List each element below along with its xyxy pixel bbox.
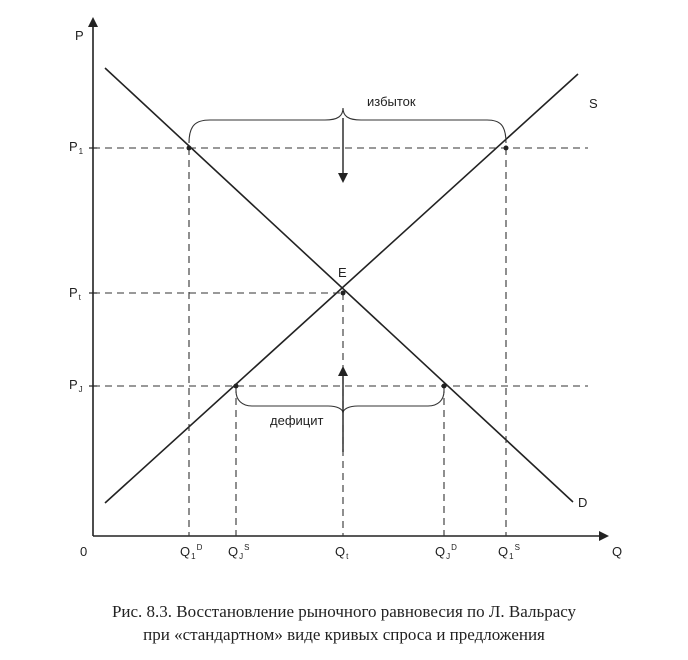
surplus-label: избыток [367,94,416,109]
point-p1-supply [504,146,509,151]
quantity-tick-qjs: $Q_J^S$ [228,543,250,561]
p-axis-label: P [75,28,84,43]
point-pj-demand [442,384,447,389]
point-equilibrium [341,291,346,296]
price-tick-pt: $P_t$ [69,285,81,302]
price-tick-pj: $P_J$ [69,377,83,394]
supply-curve [105,74,578,503]
demand-label: D [578,495,588,510]
origin-label: 0 [80,544,88,559]
quantity-tick-q1s: $Q_1^S$ [498,543,520,561]
equilibrium-label: E [338,265,347,280]
point-pj-supply [234,384,239,389]
quantity-tick-qt: $Q_t$ [335,544,349,561]
quantity-tick-q1d: $Q_1^D$ [180,543,203,561]
deficit-label: дефицит [270,413,324,428]
figure-caption-line-1: Рис. 8.3. Восстановление рыночного равновесия по Л. Вальрасу [111,602,577,621]
deficit-brace [236,391,444,413]
quantity-tick-qjd: $Q_J^D$ [435,543,457,561]
figure-caption-line-2: при «стандартном» виде кривых спроса и предложения [143,625,545,644]
demand-curve [105,68,573,502]
price-tick-p1: $P_1$ [69,139,84,156]
supply-label: S [589,96,598,111]
point-p1-demand [187,146,192,151]
surplus-brace [189,108,506,143]
q-axis-label: Q [612,544,623,559]
